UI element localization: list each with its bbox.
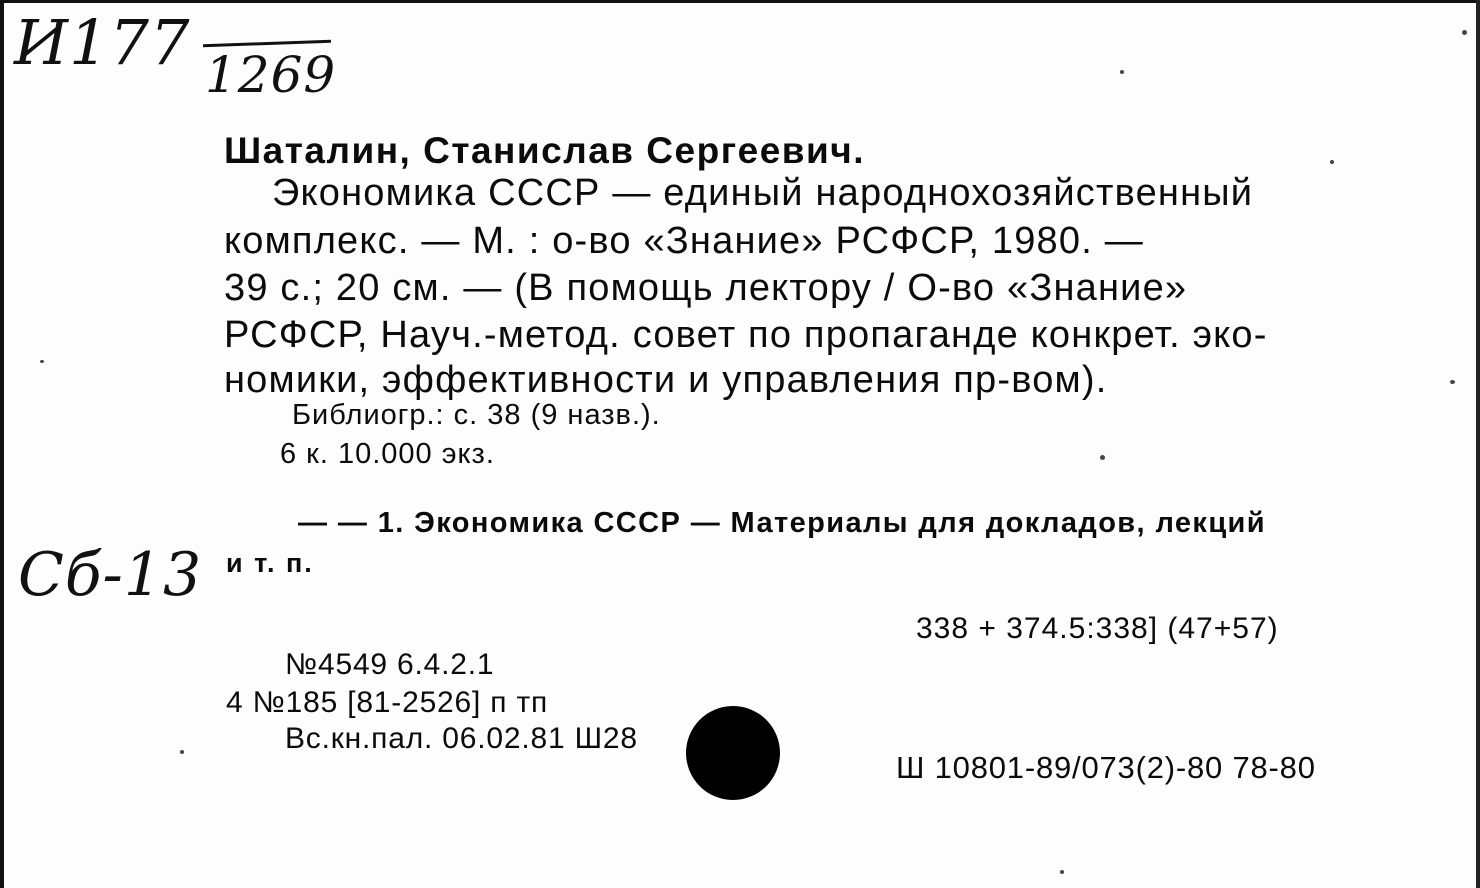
body-line-5: номики, эффективности и управления пр-вом). (224, 359, 1108, 401)
subject-line-1: — — 1. Экономика СССР — Материалы для докладов, лекций (298, 507, 1267, 539)
punch-hole (686, 706, 780, 800)
handwritten-shelf-mark: Сб-13 (18, 540, 203, 610)
scan-speck (1100, 455, 1105, 460)
scan-speck (180, 750, 184, 754)
number-line-2: 4 №185 [81-2526] п тп (226, 686, 549, 719)
handwritten-call-number-top: И177 (14, 6, 191, 79)
scan-speck (1120, 70, 1124, 74)
number-line-3: Вс.кн.пал. 06.02.81 Ш28 (285, 722, 638, 755)
publisher-code: Ш 10801-89/073(2)-80 78-80 (896, 750, 1316, 785)
scan-speck (1060, 870, 1064, 874)
handwritten-call-number-bottom: 1269 (205, 46, 337, 104)
author-heading: Шаталин, Станислав Сергеевич. (224, 130, 866, 171)
card-right-edge (1476, 0, 1480, 888)
scan-speck (40, 360, 44, 363)
bibliography-note: Библиогр.: с. 38 (9 назв.). (292, 399, 661, 431)
scan-speck (1462, 30, 1467, 35)
body-line-3: 39 с.; 20 см. — (В помощь лектору / О-во «Знание» (224, 267, 1188, 309)
scan-speck (1330, 160, 1334, 164)
number-line-1: №4549 6.4.2.1 (285, 648, 495, 681)
price-and-print-run: 6 к. 10.000 экз. (280, 438, 495, 470)
card-top-edge (0, 0, 1480, 3)
body-line-1: Экономика СССР — единый народнохозяйственный (272, 172, 1254, 214)
body-line-2: комплекс. — М. : о-во «Знание» РСФСР, 1980. — (224, 220, 1144, 262)
body-line-4: РСФСР, Науч.-метод. совет по пропаганде конкрет. эко- (224, 314, 1268, 356)
card-left-edge (0, 0, 4, 888)
subject-line-2: и т. п. (226, 548, 314, 578)
scan-speck (1450, 380, 1455, 384)
classification-index: 338 + 374.5:338] (47+57) (916, 612, 1279, 645)
